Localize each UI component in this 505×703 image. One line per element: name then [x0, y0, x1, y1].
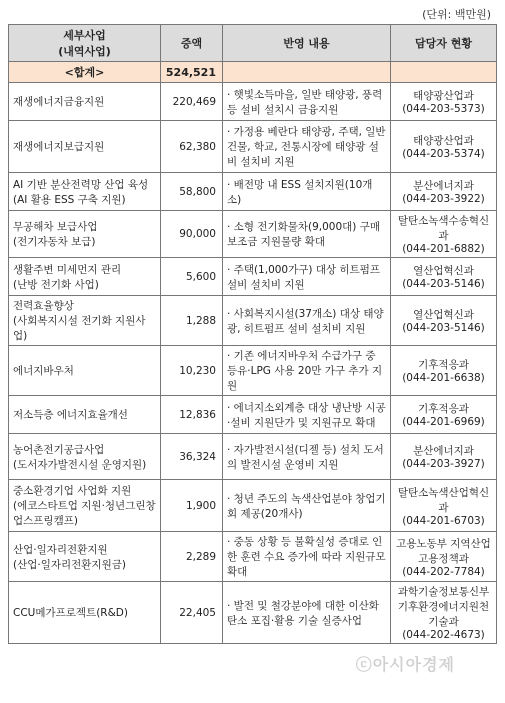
content-cell: · 주택(1,000가구) 대상 히트펌프 설비 설치비 지원	[223, 258, 391, 296]
content-cell: · 자가발전시설(디젤 등) 설치 도서의 발전시설 운영비 지원	[223, 434, 391, 480]
contact-department: 분산에너지과	[413, 180, 474, 192]
content-cell: · 사회복지시설(37개소) 대상 태양광, 히트펌프 설비 설치비 지원	[223, 296, 391, 346]
project-sub-name: (난방 전기화 사업)	[13, 278, 99, 291]
contact-phone: (044-203-3927)	[402, 458, 485, 470]
header-amount: 증액	[161, 25, 223, 62]
contact-phone: (044-203-5373)	[402, 103, 485, 115]
contact-phone: (044-201-6882)	[402, 243, 485, 255]
table-row	[9, 296, 497, 346]
amount-cell: 1,900	[161, 480, 223, 532]
project-name-cell	[9, 173, 161, 211]
table-row	[9, 121, 497, 173]
project-sub-name: (사회복지시설 전기화 지원사업)	[13, 315, 146, 342]
contact-cell	[391, 480, 497, 532]
contact-department: 태양광산업과	[413, 90, 474, 102]
contact-cell	[391, 121, 497, 173]
contact-department: 기후적응과	[418, 359, 469, 371]
contact-cell	[391, 532, 497, 582]
total-amount: 524,521	[161, 62, 223, 83]
contact-cell	[391, 258, 497, 296]
table-row	[9, 211, 497, 258]
content-cell: · 배전망 내 ESS 설치지원(10개소)	[223, 173, 391, 211]
contact-department: 과학기술정보통신부 기후환경에너지원천기술과	[397, 586, 490, 628]
project-name: CCU메가프로젝트(R&D)	[13, 607, 128, 619]
content-cell: · 햇빛소득마을, 일반 태양광, 풍력 등 설비 설치시 금융지원	[223, 83, 391, 121]
project-name-cell	[9, 296, 161, 346]
contact-phone: (044-203-3922)	[402, 193, 485, 205]
contact-department: 열산업혁신과	[413, 309, 474, 321]
project-name-cell	[9, 396, 161, 434]
content-cell: · 청년 주도의 녹색산업분야 창업기회 제공(20개사)	[223, 480, 391, 532]
contact-department: 열산업혁신과	[413, 265, 474, 277]
project-name: 재생에너지보급지원	[13, 141, 105, 153]
project-sub-name: (산업·일자리전환지원금)	[13, 558, 126, 571]
amount-cell: 22,405	[161, 582, 223, 644]
amount-cell: 220,469	[161, 83, 223, 121]
contact-cell	[391, 582, 497, 644]
project-name-cell	[9, 346, 161, 396]
content-cell: · 에너지소외계층 대상 냉난방 시공·설비 지원단가 및 지원규모 확대	[223, 396, 391, 434]
amount-cell: 5,600	[161, 258, 223, 296]
amount-cell: 58,800	[161, 173, 223, 211]
contact-department: 분산에너지과	[413, 445, 474, 457]
header-project	[9, 25, 161, 62]
contact-department: 기후적응과	[418, 403, 469, 415]
project-sub-name: (도서자가발전시설 운영지원)	[13, 458, 147, 471]
project-name: 농어촌전기공급사업	[13, 443, 105, 456]
table-row	[9, 532, 497, 582]
contact-cell	[391, 83, 497, 121]
project-name: 생활주변 미세먼지 관리	[13, 263, 122, 276]
project-name: AI 기반 분산전력망 산업 육성	[13, 178, 149, 191]
project-name: 에너지바우처	[13, 365, 74, 377]
contact-phone: (044-202-4673)	[402, 629, 485, 641]
contact-phone: (044-203-5146)	[402, 322, 485, 334]
watermark: ⓒ아시아경제	[355, 655, 455, 674]
contact-phone: (044-201-6703)	[402, 514, 485, 527]
table-row	[9, 83, 497, 121]
project-sub-name: (AI 활용 ESS 구축 지원)	[13, 193, 126, 206]
contact-phone: (044-201-6969)	[402, 416, 485, 428]
contact-department: 태양광산업과	[413, 135, 474, 147]
table-row	[9, 396, 497, 434]
header-project-sub-label: (내역사업)	[58, 45, 111, 58]
contact-cell	[391, 173, 497, 211]
contact-phone: (044-202-7784)	[402, 565, 485, 578]
project-name-cell	[9, 83, 161, 121]
total-label: <합계>	[9, 62, 161, 83]
total-empty-cell	[391, 62, 497, 83]
contact-cell	[391, 211, 497, 258]
content-cell: · 가정용 베란다 태양광, 주택, 일반건물, 학교, 전통시장에 태양광 설비 설치비 지원	[223, 121, 391, 173]
content-cell: · 중동 상황 등 불확실성 증대로 인한 훈련 수요 증가에 따라 지원규모 확대	[223, 532, 391, 582]
amount-cell: 2,289	[161, 532, 223, 582]
contact-cell	[391, 434, 497, 480]
amount-cell: 10,230	[161, 346, 223, 396]
project-name-cell	[9, 582, 161, 644]
amount-cell: 1,288	[161, 296, 223, 346]
unit-label: (단위: 백만원)	[422, 8, 491, 21]
project-name: 산업·일자리전환지원	[13, 543, 108, 556]
content-cell: · 발전 및 철강분야에 대한 이산화탄소 포집·활용 기술 실증사업	[223, 582, 391, 644]
contact-cell	[391, 396, 497, 434]
contact-cell	[391, 296, 497, 346]
contact-department: 탈탄소녹색수송혁신과	[397, 215, 490, 242]
table-row	[9, 173, 497, 211]
contact-department: 탈탄소녹색산업혁신과	[397, 486, 490, 514]
project-name-cell	[9, 211, 161, 258]
amount-cell: 12,836	[161, 396, 223, 434]
amount-cell: 36,324	[161, 434, 223, 480]
total-empty-cell	[223, 62, 391, 83]
project-sub-name: (전기자동차 보급)	[13, 236, 96, 248]
table-row	[9, 582, 497, 644]
header-contact: 담당자 현황	[391, 25, 497, 62]
total-row	[9, 62, 497, 83]
project-name: 재생에너지금융지원	[13, 96, 105, 108]
amount-cell: 90,000	[161, 211, 223, 258]
table-row	[9, 434, 497, 480]
content-cell: · 기존 에너지바우처 수급가구 중 등유·LPG 사용 20만 가구 추가 지원	[223, 346, 391, 396]
project-sub-name: (에코스타트업 지원·청년그린창업스프링캠프)	[13, 500, 156, 527]
table-row	[9, 480, 497, 532]
content-cell: · 소형 전기화물차(9,000대) 구매 보조금 지원물량 확대	[223, 211, 391, 258]
header-project-label: 세부사업	[63, 29, 106, 42]
budget-table	[8, 24, 497, 644]
project-name: 무공해차 보급사업	[13, 221, 98, 233]
contact-phone: (044-201-6638)	[402, 372, 485, 384]
contact-department: 고용노동부 지역산업고용정책과	[396, 537, 491, 565]
project-name: 중소환경기업 사업화 지원	[13, 485, 132, 497]
amount-cell: 62,380	[161, 121, 223, 173]
header-content: 반영 내용	[223, 25, 391, 62]
project-name: 전력효율향상	[13, 300, 74, 312]
contact-phone: (044-203-5374)	[402, 148, 485, 160]
table-header-row	[9, 25, 497, 62]
project-name-cell	[9, 434, 161, 480]
project-name-cell	[9, 480, 161, 532]
project-name-cell	[9, 258, 161, 296]
contact-cell	[391, 346, 497, 396]
table-row	[9, 346, 497, 396]
contact-phone: (044-203-5146)	[402, 278, 485, 290]
table-row	[9, 258, 497, 296]
project-name-cell	[9, 532, 161, 582]
project-name-cell	[9, 121, 161, 173]
project-name: 저소득층 에너지효율개선	[13, 409, 128, 421]
